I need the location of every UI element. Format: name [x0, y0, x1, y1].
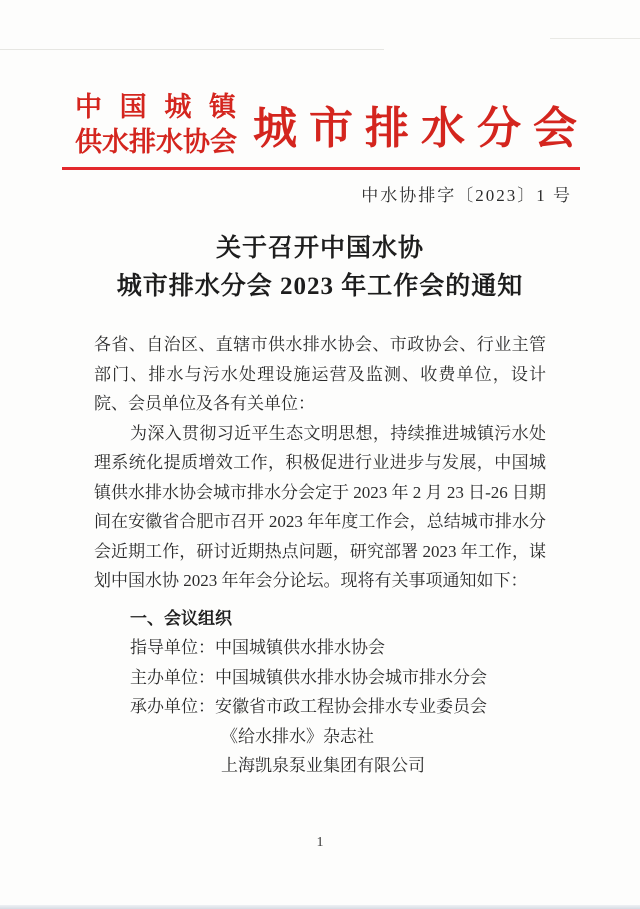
letterhead-org-name	[75, 90, 236, 160]
document-number: 中水协排字〔2023〕1 号	[361, 186, 572, 205]
branch-title: 城市排水分会	[253, 104, 589, 153]
scan-artifact-streak	[550, 38, 640, 39]
org-name-line2: 供水排水协会	[75, 127, 237, 157]
co-organizer-line-2: 上海凯泉泵业集团有限公司	[221, 756, 425, 775]
scan-artifact-bottom-edge	[0, 905, 640, 909]
page-number: 1	[316, 835, 324, 850]
letterhead-red-rule	[62, 167, 580, 170]
org-name-line1: 中国城镇	[75, 92, 236, 122]
guidance-unit-line: 指导单位：中国城镇供水排水协会	[130, 638, 385, 657]
body-paragraph-1: 为深入贯彻习近平生态文明思想，持续推进城镇污水处理系统化提质增效工作，积极促进行业进步与发展，中国城镇供水排水协会城市排水分会定于 2023 年 2 月 23 日-26 日期间在安徽省合肥市召开 2023 年年度工作会，总结城市排水分会近期工作，研讨近期热点问题，研究部署 2023 年工作，谋划中国水协 2023 年年会分论坛。现将有关事项通知如下：	[94, 423, 546, 590]
scan-artifact-line	[0, 49, 384, 50]
section-heading-1: 一、会议组织	[130, 608, 232, 628]
salutation: 各省、自治区、直辖市供水排水协会、市政协会、行业主管部门、排水与污水处理设施运营及监测、收费单位，设计院、会员单位及各有关单位：	[94, 335, 546, 413]
document-body	[94, 330, 546, 781]
organizer-unit-line: 承办单位：安徽省市政工程协会排水专业委员会	[130, 697, 487, 716]
document-title	[0, 230, 640, 306]
host-unit-line: 主办单位：中国城镇供水排水协会城市排水分会	[130, 667, 487, 687]
document-title-line2: 城市排水分会 2023 年工作会的通知	[116, 273, 524, 300]
document-title-line1: 关于召开中国水协	[215, 235, 424, 262]
co-organizer-line-1: 《给水排水》杂志社	[221, 726, 374, 746]
